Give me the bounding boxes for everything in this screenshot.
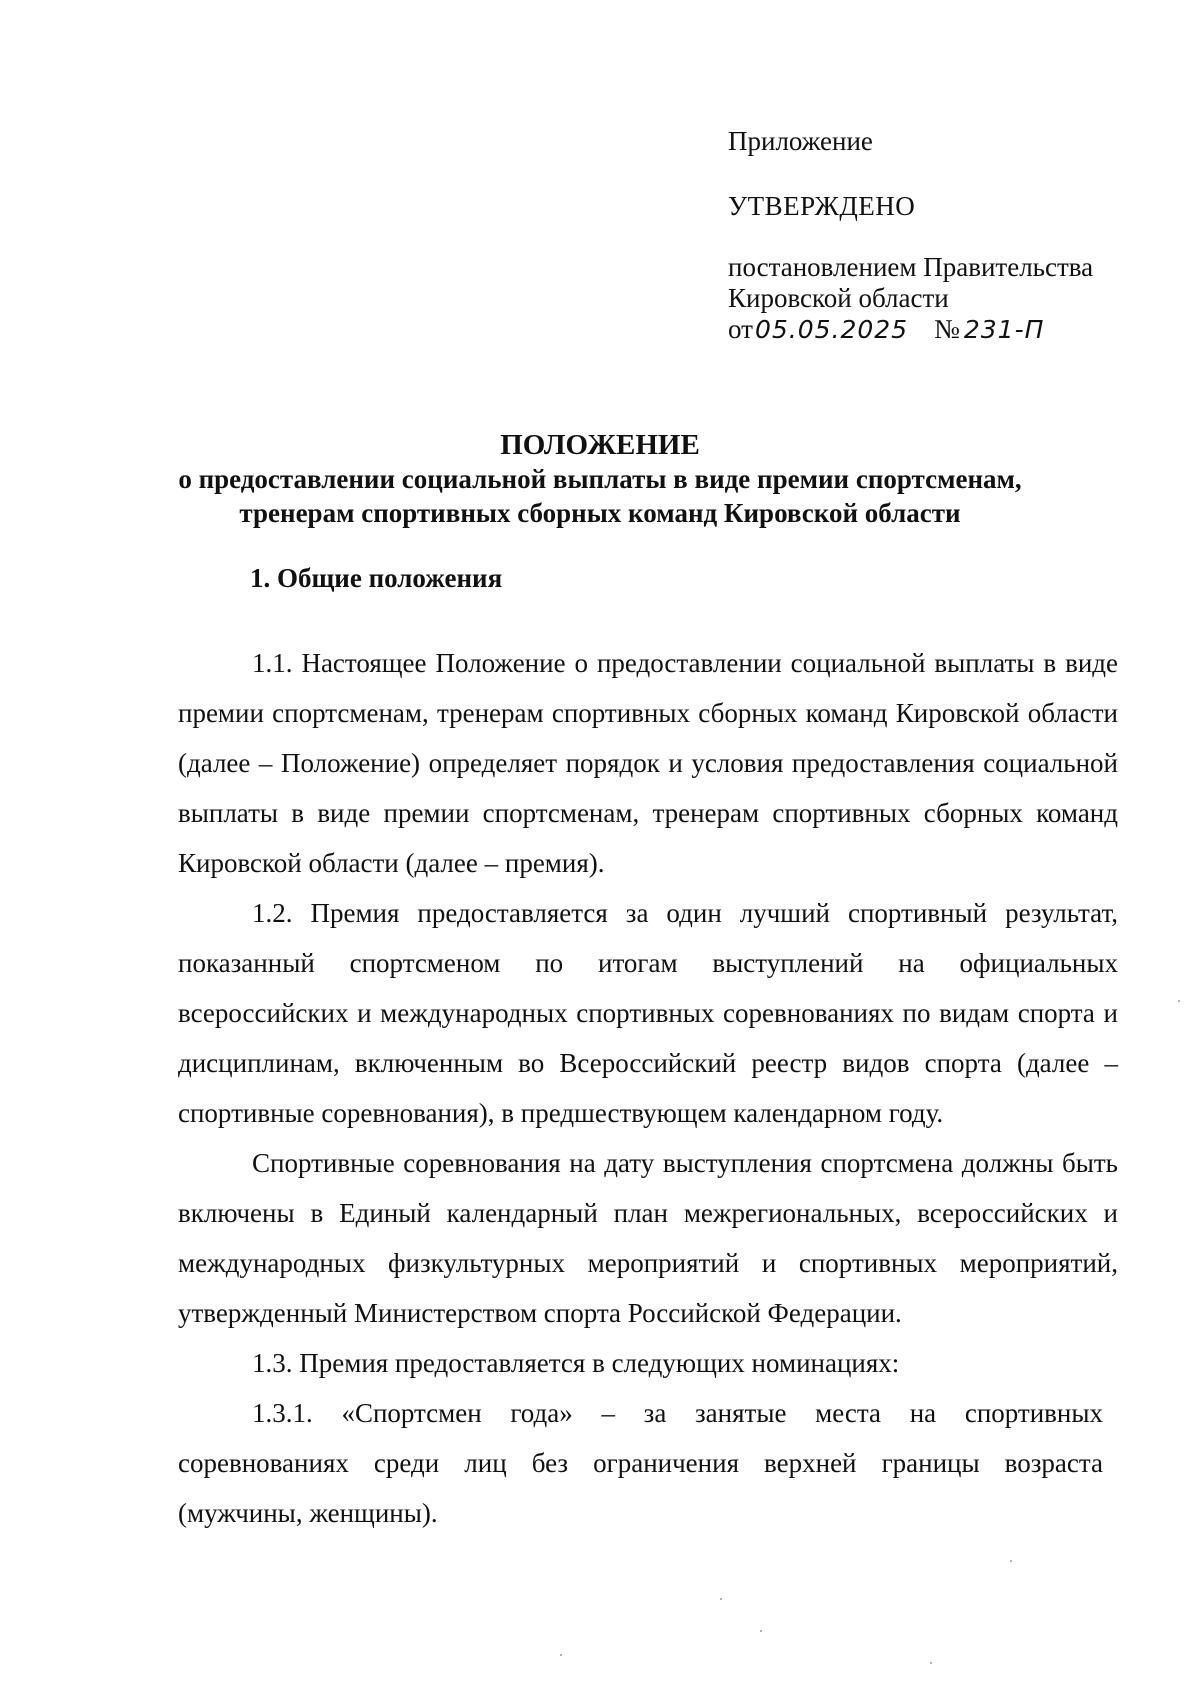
body-text xyxy=(178,638,1118,1538)
handwritten-date: 05.05.2025 xyxy=(754,315,909,344)
scan-speck xyxy=(1010,1560,1012,1562)
scan-speck xyxy=(1178,1000,1180,1002)
paragraph-1-3-1: 1.3.1. «Спортсмен года» – за занятые места на спортивных соревнованиях среди лиц без ограничения верхней границы возраста (мужчины, женщины). xyxy=(178,1398,1103,1528)
paragraph-1-2-continued: Спортивные соревнования на дату выступления спортсмена должны быть включены в Единый календарный план межрегиональных, всероссийских и международных физкультурных мероприятий и спортивных мероприятий, утвержденный Министерством спорта Российской Федерации. xyxy=(178,1148,1118,1328)
document-subtitle: о предоставлении социальной выплаты в виде премии спортсменам, тренерам спортивных сборных команд Кировской области xyxy=(178,464,1022,528)
decree-line-2: Кировской области xyxy=(728,283,949,313)
section-heading: 1. Общие положения xyxy=(250,563,503,593)
scan-speck xyxy=(560,1654,562,1656)
decree-line-1: постановлением Правительства xyxy=(728,252,1094,282)
scan-speck xyxy=(760,1630,762,1632)
paragraph-1-1: 1.1. Настоящее Положение о предоставлении социальной выплаты в виде премии спортсменам, тренерам спортивных сборных команд Кировской области (далее – Положение) определяет порядок и условия предоставления социальной выплаты в виде премии спортсменам, тренерам спортивных сборных команд Кировской области (далее – премия). xyxy=(178,648,1118,878)
scan-speck xyxy=(720,1598,722,1600)
paragraph-1-2: 1.2. Премия предоставляется за один лучший спортивный результат, показанный спортсменом по итогам выступлений на официальных всероссийских и международных спортивных соревнованиях по видам спорта и дисциплинам, включенным во Всероссийский реестр видов спорта (далее – спортивные соревнования), в предшествующем календарном году. xyxy=(178,898,1118,1128)
approved-stamp-text: УТВЕРЖДЕНО xyxy=(728,191,916,221)
document-title: ПОЛОЖЕНИЕ xyxy=(500,429,700,461)
date-prefix: от xyxy=(728,314,753,344)
appendix-label: Приложение xyxy=(728,126,873,156)
number-sign: № xyxy=(934,314,960,344)
approval-block xyxy=(728,126,1148,345)
decree-date-line xyxy=(728,314,1148,345)
paragraph-1-3: 1.3. Премия предоставляется в следующих номинациях: xyxy=(252,1348,900,1378)
scan-speck xyxy=(930,1662,932,1664)
handwritten-number: 231-П xyxy=(963,315,1045,344)
